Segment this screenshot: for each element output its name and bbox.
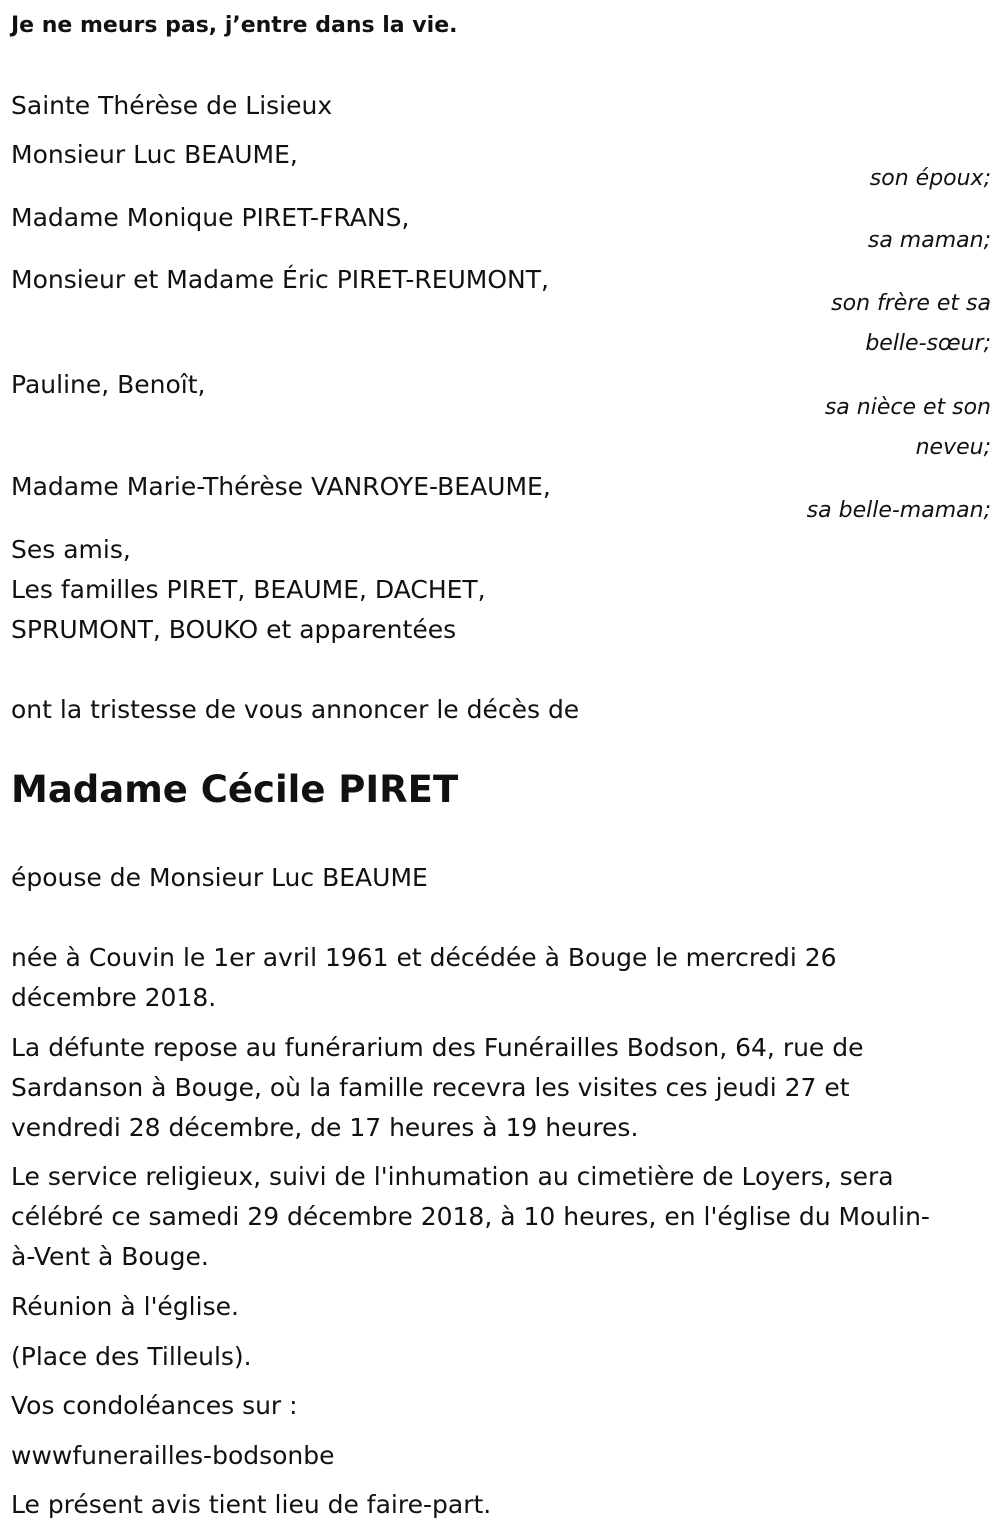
birth-death-line: née à Couvin le 1er avril 1961 et décédée à Bouge le mercredi 26 bbox=[11, 943, 837, 972]
family-member-relation: son frère et sa bbox=[831, 291, 991, 316]
family-member-relation: son époux; bbox=[869, 166, 991, 191]
friends-line: Ses amis, bbox=[11, 535, 131, 564]
funerarium-line: vendredi 28 décembre, de 17 heures à 19 heures. bbox=[11, 1113, 639, 1142]
notice-line: Le présent avis tient lieu de faire-part. bbox=[11, 1490, 492, 1519]
deceased-name: Madame Cécile PIRET bbox=[11, 768, 459, 811]
birth-death-line: décembre 2018. bbox=[11, 983, 217, 1012]
family-member-name: Pauline, Benoît, bbox=[11, 370, 206, 399]
epigraph-quote: Je ne meurs pas, j’entre dans la vie. bbox=[11, 13, 458, 38]
service-line: célébré ce samedi 29 décembre 2018, à 10 heures, en l'église du Moulin- bbox=[11, 1202, 930, 1231]
meeting-line: Réunion à l'église. bbox=[11, 1292, 239, 1321]
spouse-line: épouse de Monsieur Luc BEAUME bbox=[11, 863, 428, 892]
website-link[interactable]: wwwfunerailles-bodsonbe bbox=[11, 1441, 335, 1470]
funerarium-line: La défunte repose au funérarium des Funérailles Bodson, 64, rue de bbox=[11, 1033, 864, 1062]
service-line: à-Vent à Bouge. bbox=[11, 1242, 209, 1271]
family-member-relation: neveu; bbox=[915, 435, 991, 460]
condolences-label: Vos condoléances sur : bbox=[11, 1391, 298, 1420]
funerarium-line: Sardanson à Bouge, où la famille recevra les visites ces jeudi 27 et bbox=[11, 1073, 850, 1102]
family-member-name: Madame Marie-Thérèse VANROYE-BEAUME, bbox=[11, 472, 551, 501]
family-member-relation: sa maman; bbox=[867, 228, 991, 253]
families-line: SPRUMONT, BOUKO et apparentées bbox=[11, 615, 457, 644]
quote-author: Sainte Thérèse de Lisieux bbox=[11, 91, 333, 120]
place-line: (Place des Tilleuls). bbox=[11, 1342, 252, 1371]
service-line: Le service religieux, suivi de l'inhumation au cimetière de Loyers, sera bbox=[11, 1162, 894, 1191]
family-member-relation: sa belle-maman; bbox=[806, 498, 991, 523]
family-member-name: Monsieur et Madame Éric PIRET-REUMONT, bbox=[11, 265, 549, 294]
family-member-relation: sa nièce et son bbox=[824, 395, 991, 420]
family-member-relation: belle-sœur; bbox=[865, 331, 991, 356]
announcement: ont la tristesse de vous annoncer le décès de bbox=[11, 695, 580, 724]
family-member-name: Monsieur Luc BEAUME, bbox=[11, 140, 298, 169]
family-member-name: Madame Monique PIRET-FRANS, bbox=[11, 203, 410, 232]
families-line: Les familles PIRET, BEAUME, DACHET, bbox=[11, 575, 486, 604]
